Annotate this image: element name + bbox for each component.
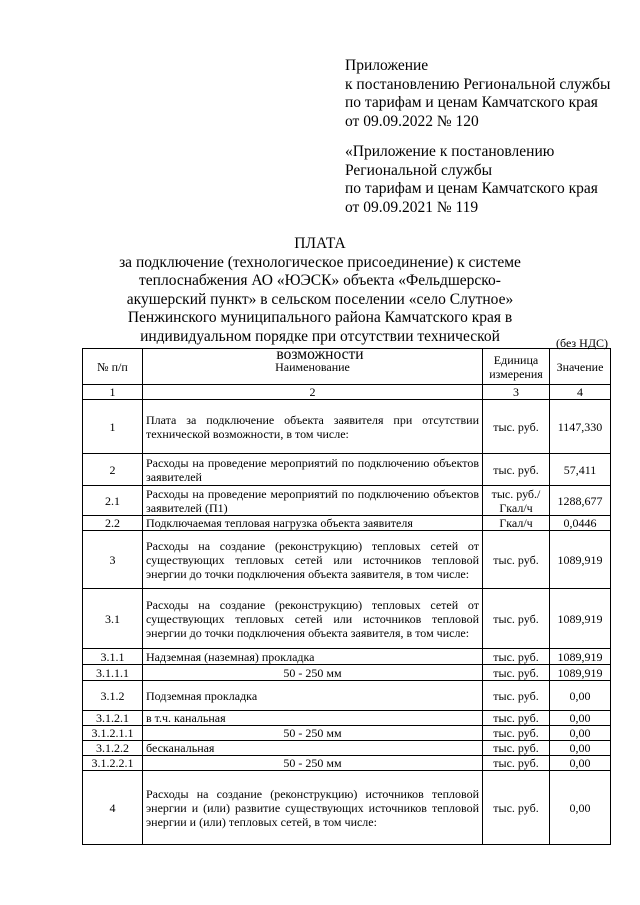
appendix-line: по тарифам и ценам Камчатского края	[345, 94, 598, 111]
row-unit: тыс. руб./ Гкал/ч	[483, 486, 550, 516]
row-value: 57,411	[550, 454, 611, 486]
row-value: 1089,919	[550, 589, 611, 649]
row-name: 50 - 250 мм	[143, 756, 483, 771]
table-row	[83, 756, 611, 771]
table-row	[83, 771, 611, 845]
row-number: 2.2	[83, 516, 143, 531]
table-row	[83, 486, 611, 516]
row-name: Подключаемая тепловая нагрузка объекта заявителя	[143, 516, 483, 531]
row-value: 0,0446	[550, 516, 611, 531]
row-unit: тыс. руб.	[483, 400, 550, 454]
fee-table	[82, 348, 611, 845]
column-number: 2	[143, 385, 483, 400]
row-value: 0,00	[550, 741, 611, 756]
row-number: 3.1.2.2	[83, 741, 143, 756]
row-number: 3.1.2.1	[83, 711, 143, 726]
row-number: 1	[83, 400, 143, 454]
table-row	[83, 400, 611, 454]
table-row	[83, 516, 611, 531]
row-number: 2.1	[83, 486, 143, 516]
column-number-row	[83, 385, 611, 400]
table-row	[83, 665, 611, 681]
row-name: Расходы на проведение мероприятий по подключению объектов заявителей (П1)	[143, 486, 483, 516]
row-number: 4	[83, 771, 143, 845]
row-name: в т.ч. канальная	[143, 711, 483, 726]
row-unit: тыс. руб.	[483, 711, 550, 726]
previous-appendix-line: Региональной службы	[345, 161, 492, 179]
row-unit: Гкал/ч	[483, 516, 550, 531]
row-name: Расходы на создание (реконструкцию) источников тепловой энергии и (или) развитие существующих источников тепловой энергии и (или) тепловых сетей, в том числе:	[143, 771, 483, 845]
column-number: 3	[483, 385, 550, 400]
previous-appendix-line: по тарифам и ценам Камчатского края	[345, 180, 598, 197]
row-number: 3.1.1.1	[83, 665, 143, 681]
header-number: № п/п	[83, 349, 143, 385]
table-row	[83, 454, 611, 486]
row-name: 50 - 250 мм	[143, 665, 483, 681]
title-body: за подключение (технологическое присоединение) к системе теплоснабжения АО «ЮЭСК» объекта «Фельдшерско-акушерский пункт» в сельском поселении «село Слутное» Пенжинского муниципального района Камчатского края в индивидуальном порядке при отсутствии технической возможности	[119, 253, 521, 363]
table-row	[83, 711, 611, 726]
row-unit: тыс. руб.	[483, 531, 550, 589]
row-value: 1089,919	[550, 531, 611, 589]
table-row	[83, 726, 611, 741]
row-value: 0,00	[550, 681, 611, 711]
row-name: Расходы на проведение мероприятий по подключению объектов заявителей	[143, 454, 483, 486]
header-unit: Единица измерения	[483, 349, 550, 385]
row-value: 0,00	[550, 711, 611, 726]
row-name: Надземная (наземная) прокладка	[143, 649, 483, 665]
row-unit: тыс. руб.	[483, 756, 550, 771]
table-row	[83, 531, 611, 589]
appendix-line: от 09.09.2022 № 120	[345, 112, 479, 130]
row-name: 50 - 250 мм	[143, 726, 483, 741]
row-value: 1089,919	[550, 665, 611, 681]
appendix-line: Приложение	[345, 57, 429, 74]
table-row	[83, 589, 611, 649]
column-number: 4	[550, 385, 611, 400]
row-name: Плата за подключение объекта заявителя при отсутствии технической возможности, в том числе:	[143, 400, 483, 454]
row-value: 0,00	[550, 771, 611, 845]
document-title	[100, 235, 540, 365]
title-heading: ПЛАТА	[294, 235, 346, 252]
row-unit: тыс. руб.	[483, 726, 550, 741]
row-value: 0,00	[550, 726, 611, 741]
previous-appendix-line: от 09.09.2021 № 119	[345, 198, 479, 216]
column-number: 1	[83, 385, 143, 400]
row-value: 1288,677	[550, 486, 611, 516]
row-number: 3.1.1	[83, 649, 143, 665]
row-unit: тыс. руб.	[483, 589, 550, 649]
row-unit: тыс. руб.	[483, 454, 550, 486]
row-value: 1089,919	[550, 649, 611, 665]
row-name: бесканальная	[143, 741, 483, 756]
row-number: 2	[83, 454, 143, 486]
fee-table-body	[83, 400, 611, 845]
row-unit: тыс. руб.	[483, 771, 550, 845]
row-value: 0,00	[550, 756, 611, 771]
row-number: 3.1	[83, 589, 143, 649]
vat-note: (без НДС)	[556, 336, 609, 350]
row-unit: тыс. руб.	[483, 649, 550, 665]
table-row	[83, 741, 611, 756]
row-name: Расходы на создание (реконструкцию) тепловых сетей от существующих тепловых сетей или источников тепловой энергии до точки подключения объекта заявителя, в том числе:	[143, 531, 483, 589]
previous-appendix-header	[345, 143, 598, 217]
row-number: 3.1.2.1.1	[83, 726, 143, 741]
table-row	[83, 649, 611, 665]
table-row	[83, 681, 611, 711]
previous-appendix-line: «Приложение к постановлению	[345, 143, 555, 160]
row-value: 1147,330	[550, 400, 611, 454]
row-unit: тыс. руб.	[483, 741, 550, 756]
row-unit: тыс. руб.	[483, 665, 550, 681]
row-number: 3.1.2.2.1	[83, 756, 143, 771]
row-number: 3.1.2	[83, 681, 143, 711]
row-name: Подземная прокладка	[143, 681, 483, 711]
row-number: 3	[83, 531, 143, 589]
table-header-row	[83, 349, 611, 385]
header-name: Наименование	[143, 349, 483, 385]
row-unit: тыс. руб.	[483, 681, 550, 711]
header-value: Значение	[550, 349, 611, 385]
row-name: Расходы на создание (реконструкцию) тепловых сетей от существующих тепловых сетей или источников тепловой энергии до точки подключения объекта заявителя, в том числе:	[143, 589, 483, 649]
appendix-line: к постановлению Региональной службы	[345, 75, 611, 93]
appendix-header	[345, 57, 610, 131]
